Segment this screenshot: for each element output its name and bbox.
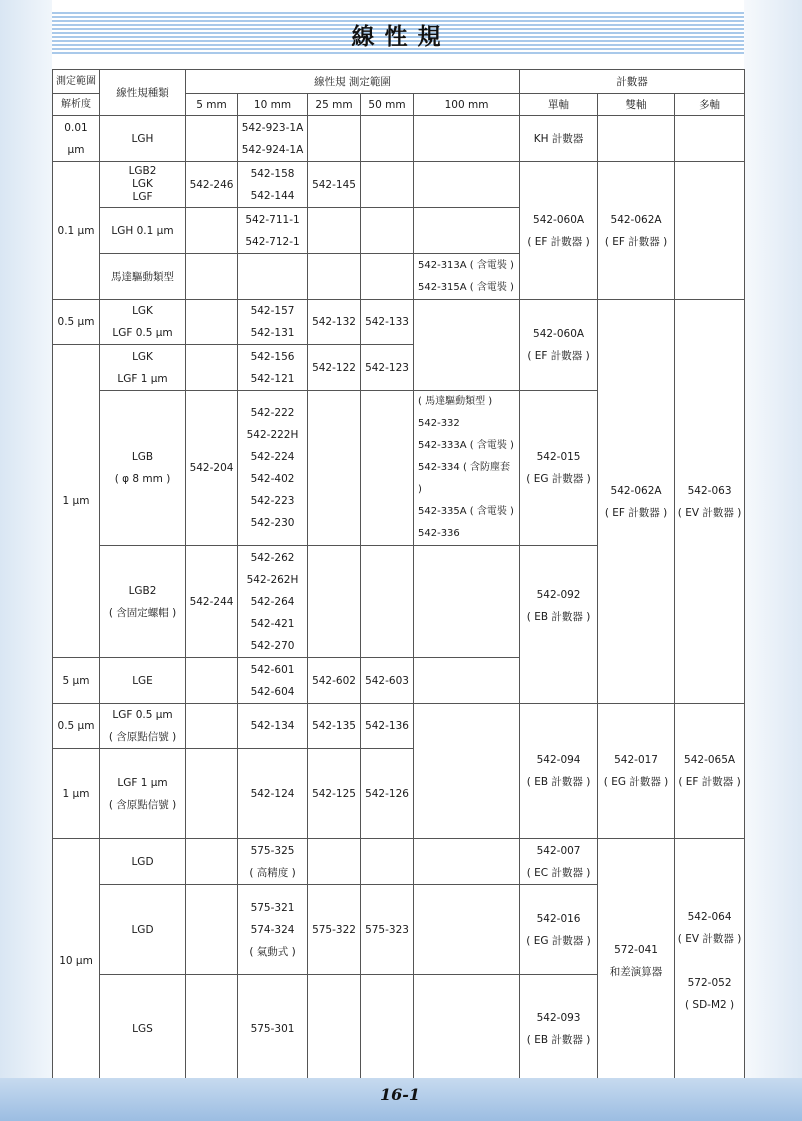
model-cell: 575-323 bbox=[361, 885, 414, 975]
header-range-group: 線性規 測定範圍 bbox=[186, 70, 520, 94]
header-range-100mm: 100 mm bbox=[414, 94, 520, 116]
empty-cell bbox=[361, 162, 414, 208]
model-cell: 542-923-1A 542-924-1A bbox=[238, 116, 308, 162]
gauge-type-cell: LGD bbox=[100, 885, 186, 975]
gauge-type-cell: LGH bbox=[100, 116, 186, 162]
model-cell: 542-157 542-131 bbox=[238, 300, 308, 345]
empty-cell bbox=[414, 839, 520, 885]
header-resolution: 解析度 bbox=[53, 94, 100, 116]
page-number: 16-1 bbox=[379, 1085, 421, 1104]
empty-cell bbox=[414, 975, 520, 1083]
empty-cell bbox=[414, 162, 520, 208]
model-cell: 542-132 bbox=[308, 300, 361, 345]
model-cell: 542-135 bbox=[308, 704, 361, 749]
gauge-type-cell: LGB2 LGK LGF bbox=[100, 162, 186, 208]
model-cell: 542-124 bbox=[238, 749, 308, 839]
right-decorative-band bbox=[744, 0, 802, 1121]
empty-cell bbox=[414, 116, 520, 162]
empty-cell bbox=[186, 345, 238, 391]
model-cell: 542-246 bbox=[186, 162, 238, 208]
empty-cell bbox=[361, 546, 414, 658]
page-title: 線性規 bbox=[351, 24, 451, 50]
header-gauge-type: 線性規種類 bbox=[100, 70, 186, 116]
empty-cell bbox=[414, 546, 520, 658]
empty-cell bbox=[414, 885, 520, 975]
model-cell: 542-125 bbox=[308, 749, 361, 839]
empty-cell bbox=[238, 254, 308, 300]
gauge-type-cell: 馬達驅動類型 bbox=[100, 254, 186, 300]
counter-cell: 572-041 和差演算器 bbox=[598, 839, 675, 1083]
gauge-type-cell: LGF 1 µm ( 含原點信號 ) bbox=[100, 749, 186, 839]
empty-cell bbox=[414, 208, 520, 254]
gauge-type-cell: LGB ( φ 8 mm ) bbox=[100, 391, 186, 546]
resolution-cell: 5 µm bbox=[53, 658, 100, 704]
empty-cell bbox=[186, 300, 238, 345]
empty-cell bbox=[361, 254, 414, 300]
model-cell: ( 馬達驅動類型 ) 542-332 542-333A ( 含電裝 ) 542-334 ( 含防塵套 ) 542-335A ( 含電裝 ) 542-336 bbox=[414, 391, 520, 546]
empty-cell bbox=[414, 704, 520, 839]
model-cell: 575-301 bbox=[238, 975, 308, 1083]
counter-cell: 542-062A ( EF 計數器 ) bbox=[598, 162, 675, 300]
model-cell: 542-134 bbox=[238, 704, 308, 749]
resolution-cell: 1 µm bbox=[53, 345, 100, 658]
empty-cell bbox=[186, 975, 238, 1083]
header-counter-dual: 雙軸 bbox=[598, 94, 675, 116]
empty-cell bbox=[675, 116, 745, 162]
resolution-cell: 0.5 µm bbox=[53, 300, 100, 345]
empty-cell bbox=[361, 839, 414, 885]
resolution-cell: 0.5 µm bbox=[53, 704, 100, 749]
gauge-type-cell: LGD bbox=[100, 839, 186, 885]
model-cell: 542-602 bbox=[308, 658, 361, 704]
model-cell: 542-603 bbox=[361, 658, 414, 704]
left-decorative-band bbox=[0, 0, 52, 1121]
empty-cell bbox=[186, 254, 238, 300]
model-cell: 542-133 bbox=[361, 300, 414, 345]
empty-cell bbox=[186, 116, 238, 162]
counter-cell: 542-092 ( EB 計數器 ) bbox=[520, 546, 598, 704]
empty-cell bbox=[308, 839, 361, 885]
empty-cell bbox=[414, 658, 520, 704]
header-range-5mm: 5 mm bbox=[186, 94, 238, 116]
empty-cell bbox=[361, 116, 414, 162]
empty-cell bbox=[361, 391, 414, 546]
resolution-cell: 1 µm bbox=[53, 749, 100, 839]
empty-cell bbox=[675, 162, 745, 300]
gauge-type-cell: LGB2 ( 含固定螺帽 ) bbox=[100, 546, 186, 658]
empty-cell bbox=[361, 975, 414, 1083]
counter-cell: 542-017 ( EG 計數器 ) bbox=[598, 704, 675, 839]
gauge-type-cell: LGE bbox=[100, 658, 186, 704]
gauge-type-cell: LGK LGF 1 µm bbox=[100, 345, 186, 391]
empty-cell bbox=[186, 704, 238, 749]
empty-cell bbox=[186, 839, 238, 885]
resolution-cell: 10 µm bbox=[53, 839, 100, 1083]
counter-cell: 542-094 ( EB 計數器 ) bbox=[520, 704, 598, 839]
counter-cell: 542-060A ( EF 計數器 ) bbox=[520, 300, 598, 391]
header-range-50mm: 50 mm bbox=[361, 94, 414, 116]
model-cell: 575-321 574-324 ( 氣動式 ) bbox=[238, 885, 308, 975]
empty-cell bbox=[598, 116, 675, 162]
empty-cell bbox=[186, 749, 238, 839]
model-cell: 542-204 bbox=[186, 391, 238, 546]
empty-cell bbox=[186, 658, 238, 704]
header-counter-group: 計數器 bbox=[520, 70, 745, 94]
counter-cell: 542-016 ( EG 計數器 ) bbox=[520, 885, 598, 975]
model-cell: 542-244 bbox=[186, 546, 238, 658]
counter-cell: 542-063 ( EV 計數器 ) bbox=[675, 300, 745, 704]
counter-cell: KH 計數器 bbox=[520, 116, 598, 162]
empty-cell bbox=[308, 116, 361, 162]
model-cell: 542-123 bbox=[361, 345, 414, 391]
gauge-type-cell: LGH 0.1 µm bbox=[100, 208, 186, 254]
model-cell: 542-145 bbox=[308, 162, 361, 208]
empty-cell bbox=[186, 208, 238, 254]
header-counter-single: 單軸 bbox=[520, 94, 598, 116]
counter-cell: 542-093 ( EB 計數器 ) bbox=[520, 975, 598, 1083]
empty-cell bbox=[414, 300, 520, 391]
model-cell: 542-136 bbox=[361, 704, 414, 749]
counter-cell: 542-065A ( EF 計數器 ) bbox=[675, 704, 745, 839]
resolution-cell: 0.01 µm bbox=[53, 116, 100, 162]
counter-cell: 542-015 ( EG 計數器 ) bbox=[520, 391, 598, 546]
model-cell: 575-325 ( 高精度 ) bbox=[238, 839, 308, 885]
model-cell: 575-322 bbox=[308, 885, 361, 975]
model-cell: 542-158 542-144 bbox=[238, 162, 308, 208]
empty-cell bbox=[308, 391, 361, 546]
model-cell: 542-122 bbox=[308, 345, 361, 391]
empty-cell bbox=[361, 208, 414, 254]
header-counter-multi: 多軸 bbox=[675, 94, 745, 116]
model-cell: 542-126 bbox=[361, 749, 414, 839]
header-range-25mm: 25 mm bbox=[308, 94, 361, 116]
empty-cell bbox=[308, 546, 361, 658]
linear-gauge-table bbox=[52, 69, 745, 1083]
model-cell: 542-222 542-222H 542-224 542-402 542-223 542-230 bbox=[238, 391, 308, 546]
header-measure-range: 測定範圍 bbox=[53, 70, 100, 94]
empty-cell bbox=[308, 254, 361, 300]
model-cell: 542-262 542-262H 542-264 542-421 542-270 bbox=[238, 546, 308, 658]
counter-cell: 542-007 ( EC 計數器 ) bbox=[520, 839, 598, 885]
empty-cell bbox=[186, 885, 238, 975]
model-cell: 542-313A ( 含電裝 ) 542-315A ( 含電裝 ) bbox=[414, 254, 520, 300]
model-cell: 542-156 542-121 bbox=[238, 345, 308, 391]
model-cell: 542-601 542-604 bbox=[238, 658, 308, 704]
counter-cell: 542-062A ( EF 計數器 ) bbox=[598, 300, 675, 704]
gauge-type-cell: LGK LGF 0.5 µm bbox=[100, 300, 186, 345]
model-cell: 542-711-1 542-712-1 bbox=[238, 208, 308, 254]
counter-cell: 542-064 ( EV 計數器 ) 572-052 ( SD-M2 ) bbox=[675, 839, 745, 1083]
counter-cell: 542-060A ( EF 計數器 ) bbox=[520, 162, 598, 300]
empty-cell bbox=[308, 975, 361, 1083]
gauge-type-cell: LGS bbox=[100, 975, 186, 1083]
resolution-cell: 0.1 µm bbox=[53, 162, 100, 300]
header-range-10mm: 10 mm bbox=[238, 94, 308, 116]
empty-cell bbox=[308, 208, 361, 254]
gauge-type-cell: LGF 0.5 µm ( 含原點信號 ) bbox=[100, 704, 186, 749]
